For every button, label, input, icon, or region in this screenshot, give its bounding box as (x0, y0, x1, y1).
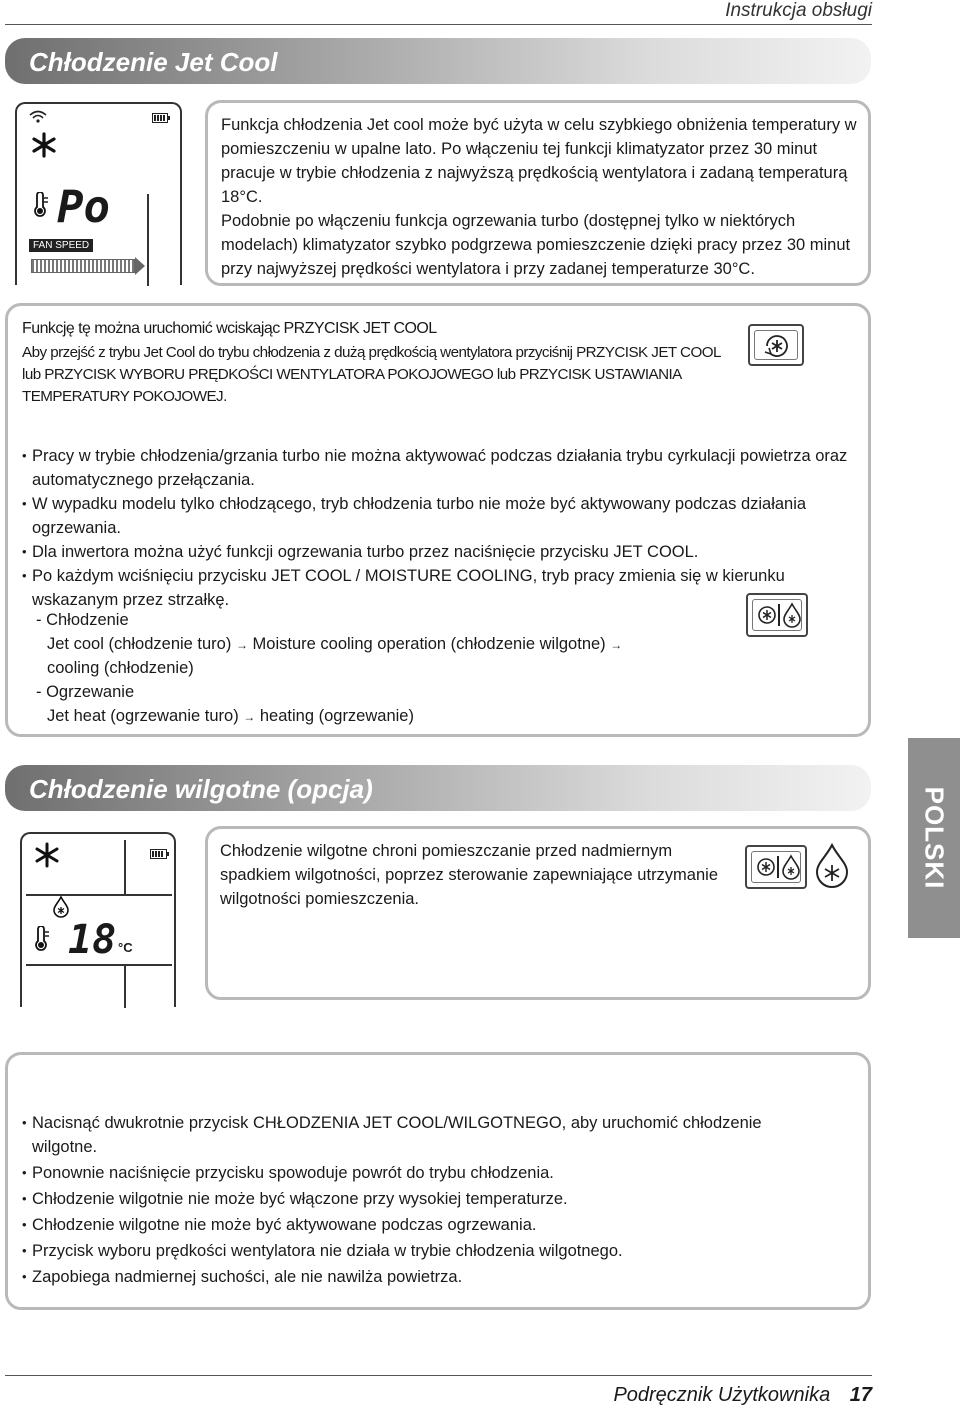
fan-speed-arrow-icon (135, 257, 145, 275)
lcd-digits: Po (57, 182, 110, 233)
lcd-divider (124, 964, 126, 1008)
lcd-digits: 18 (68, 917, 117, 963)
wifi-icon (29, 110, 47, 124)
instruction-line-1: Funkcję tę można uruchomić wciskając PRZYCISK JET COOL (22, 320, 437, 337)
list-item: • Zapobiega nadmiernej suchości, ale nie nawilża powietrza. (8, 1265, 858, 1289)
droplet-snowflake-icon (52, 896, 70, 918)
snowflake-icon (34, 842, 60, 868)
fan-speed-bar (31, 259, 135, 273)
arrow-icon: → (243, 710, 256, 724)
list-item: • Chłodzenie wilgotne nie może być aktywowane podczas ogrzewania. (8, 1213, 858, 1237)
moisture-intro-box (205, 826, 871, 1000)
section-bar-jet-cool (5, 38, 871, 84)
footer (613, 1384, 872, 1407)
jet-cool-moisture-button-icon (746, 593, 808, 637)
jet-cool-moisture-button-icon (745, 845, 807, 889)
remote-lcd-display (20, 832, 176, 1007)
moisture-icon (782, 602, 802, 628)
moisture-icon (781, 854, 801, 880)
footer-title: Podręcznik Użytkownika (613, 1384, 831, 1406)
jet-cool-icon (762, 332, 792, 360)
header-rule (5, 24, 872, 25)
lcd-divider (124, 840, 126, 895)
arrow-icon: → (610, 638, 623, 652)
list-item: • Nacisnąć dwukrotnie przycisk CHŁODZENIA JET COOL/WILGOTNEGO, aby uruchomić chłodzenie wilgotne. (8, 1111, 798, 1159)
fan-speed-label: FAN SPEED (29, 239, 93, 252)
jet-cool-intro-box (205, 100, 871, 286)
language-tab-label: POLSKI (919, 786, 950, 890)
sequence-cooling-line-2: cooling (chłodzenie) (47, 659, 194, 677)
section-title: Chłodzenie Jet Cool (29, 47, 278, 77)
jet-cool-button-icon (748, 324, 804, 366)
battery-icon (150, 849, 170, 859)
sequence-heating-line: Jet heat (ogrzewanie turo) → heating (ogrzewanie) (47, 707, 414, 725)
page-number: 17 (849, 1384, 872, 1406)
jet-cool-icon (756, 604, 778, 626)
moisture-intro-text: Chłodzenie wilgotne chroni pomieszczanie przed nadmiernym spadkiem wilgotności, poprzez sterowanie zapewniające utrzymanie wilgotności pomieszczenia. (220, 842, 718, 908)
list-item: • Pracy w trybie chłodzenia/grzania turbo nie można aktywować podczas działania trybu cyrkulacji powietrza oraz automatycznego przełączania. (8, 444, 858, 492)
snowflake-icon (31, 132, 57, 158)
lcd-unit: °C (118, 940, 133, 955)
jet-cool-instructions-box (5, 303, 871, 737)
list-item: • Dla inwertora można użyć funkcji ogrzewania turbo przez naciśnięcie przycisku JET COOL. (8, 540, 858, 564)
list-item: • Po każdym wciśnięciu przycisku JET COOL / MOISTURE COOLING, tryb pracy zmienia się w kierunku wskazanym przez strzałkę. (8, 564, 798, 612)
list-item: • Przycisk wyboru prędkości wentylatora nie działa w trybie chłodzenia wilgotnego. (8, 1239, 858, 1263)
lcd-divider (26, 964, 172, 966)
list-item: • Ponownie naciśnięcie przycisku spowoduje powrót do trybu chłodzenia. (8, 1161, 858, 1185)
lcd-divider (147, 194, 149, 286)
jet-cool-icon (755, 856, 777, 878)
moisture-notes (8, 1111, 858, 1289)
sequence-heating-label: - Ogrzewanie (36, 683, 135, 701)
list-item: • Chłodzenie wilgotnie nie może być włączone przy wysokiej temperaturze. (8, 1187, 858, 1211)
list-item: • W wypadku modelu tylko chłodzącego, tryb chłodzenia turbo nie może być aktywowany podczas działania ogrzewania. (8, 492, 858, 540)
arrow-icon: → (235, 638, 248, 652)
section-bar-moisture-cooling (5, 765, 871, 811)
intro-paragraph-2: Podobnie po włączeniu funkcja ogrzewania turbo (dostępnej tylko w niektórych modelach) klimatyzator szybko podgrzewa pomieszczenie dzięki pracy przez 30 minut przy najwyższej prędkości wentylatora i przy zadanej temperaturze 30°C. (221, 212, 851, 278)
section-title: Chłodzenie wilgotne (opcja) (29, 774, 373, 804)
intro-paragraph-1: Funkcja chłodzenia Jet cool może być użyta w celu szybkiego obniżenia temperatury w pomieszczeniu w upalne lato. Po włączeniu tej funkcji klimatyzator przez 30 minut pracuje w trybie chłodzenia z najwyższą prędkością wentylatora i zadaną temperaturą 18°C. (221, 116, 857, 206)
lcd-divider (26, 894, 172, 896)
header-title: Instrukcja obsługi (725, 0, 872, 21)
moisture-notes-box (5, 1052, 871, 1310)
footer-rule (5, 1375, 872, 1376)
sequence-cooling-label: - Chłodzenie (36, 611, 129, 629)
language-tab (908, 738, 960, 938)
remote-lcd-display (15, 102, 182, 285)
droplet-snowflake-icon (814, 843, 850, 889)
sequence-cooling-line-1: Jet cool (chłodzenie turo) → Moisture cooling operation (chłodzenie wilgotne) → (47, 635, 623, 653)
instruction-line-2: Aby przejść z trybu Jet Cool do trybu chłodzenia z dużą prędkością wentylatora przyciśnij PRZYCISK JET COOL lub PRZYCISK WYBORU PRĘDKOŚCI WENTYLATORA POKOJOWEGO lub PRZYCISK USTAWIANIA TEMPERATURY POKOJOWEJ. (22, 344, 721, 405)
jet-cool-notes (8, 444, 858, 612)
battery-icon (152, 113, 170, 123)
thermometer-icon (31, 192, 49, 218)
thermometer-icon (32, 926, 50, 952)
